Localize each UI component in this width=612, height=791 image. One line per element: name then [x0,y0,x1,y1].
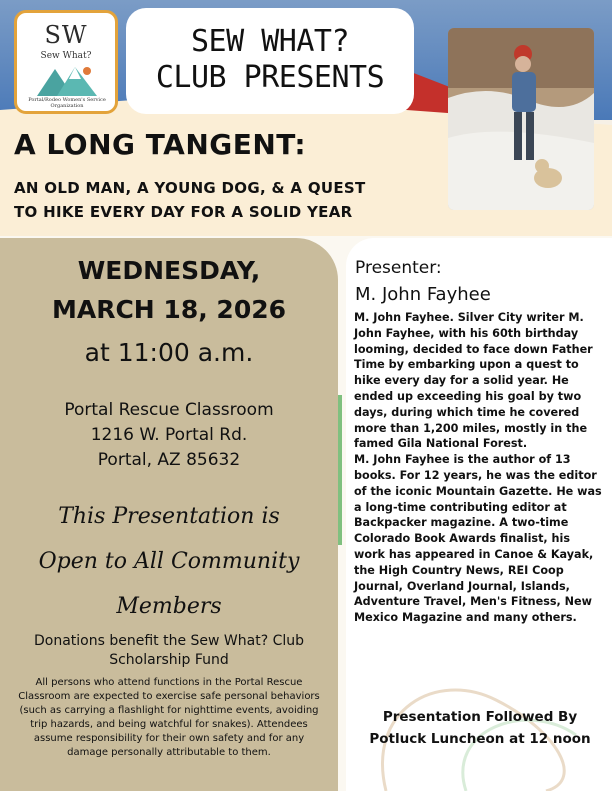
potluck-line-1: Presentation Followed By [382,709,578,725]
accent-bar [338,395,342,545]
open-msg-line-1: This Presentation is [58,504,280,529]
presenter-name: M. John Fayhee [355,284,491,305]
event-weekday: WEDNESDAY, [77,256,261,285]
event-time: at 11:00 a.m. [84,338,254,367]
club-logo [14,10,118,114]
venue-street: 1216 W. Portal Rd. [90,425,248,445]
event-title: A LONG TANGENT: [14,128,307,161]
subtitle-line-2: TO HIKE EVERY DAY FOR A SOLID YEAR [14,203,353,221]
header-text [134,24,406,96]
open-to-community-message [20,494,318,629]
donations-note: Donations benefit the Sew What? Club Scholarship Fund [33,633,305,668]
event-date: MARCH 18, 2026 [51,295,287,324]
logo-org-name: Portal/Rodeo Women's Service Organization [28,97,106,109]
potluck-line-2: Potluck Luncheon at 12 noon [369,731,591,747]
potluck-note [352,706,608,750]
subtitle-line-1: AN OLD MAN, A YOUNG DOG, & A QUEST [14,179,366,197]
header-line-1: SEW WHAT? [190,24,350,59]
venue-city: Portal, AZ 85632 [97,450,241,470]
open-msg-line-2: Open to All Community [38,549,300,574]
bio-paragraph-1: M. John Fayhee. Silver City writer M. John Fayhee, with his 60th birthday looming, decided to face down Father Time by embarking upon a quest to hike every day for a solid year. He ended up exceeding his goal by two days, during which time he covered more than 1,200 miles, mostly in the famed Gila National Forest. [354,311,593,451]
safety-disclaimer: All persons who attend functions in the Portal Rescue Classroom are expected to exercise safe personal behaviors (such as carrying a flashlight for nighttime events, avoiding trip hazards, and being watchful for snakes). Attendees assume responsibility for their own safety and for any damage personally attributable to them. [18,677,320,758]
venue-name: Portal Rescue Classroom [64,400,274,420]
mountain-icon [35,63,99,97]
header-banner [126,8,414,114]
presenter-bio [354,310,604,626]
logo-letters: SW [44,21,88,49]
venue-address [0,398,338,473]
logo-subtitle: Sew What? [40,51,92,61]
open-msg-line-3: Members [116,594,222,619]
presenter-label: Presenter: [355,258,442,278]
event-subtitle [14,176,442,224]
presenter-photo [448,28,594,210]
bio-paragraph-2: M. John Fayhee is the author of 13 books. For 12 years, he was the editor of the iconic Mountain Gazette. He was a long-time contributing editor at Backpacker magazine. A two-time Colorado Book Awards finalist, his work has appeared in Canoe & Kayak, the High Country News, REI Coop Journal, Overland Journal, Islands, Adventure Travel, Men's Fitness, New Mexico Magazine and many others. [354,453,602,625]
header-line-2: CLUB PRESENTS [155,60,385,95]
